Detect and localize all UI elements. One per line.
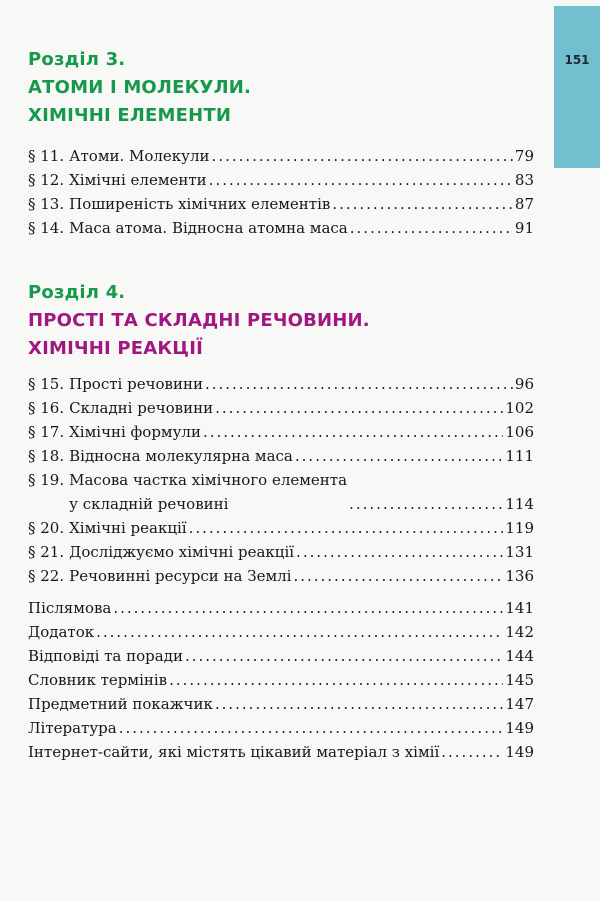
toc-entry-label-line-1: Масова частка хімічного елемента [69, 471, 348, 489]
toc-leader-dots [332, 192, 513, 216]
toc-entry-label: Література [28, 719, 117, 737]
toc-page-number: 114 [505, 495, 534, 513]
toc-entry-label: Хімічні елементи [69, 171, 207, 189]
toc-page-number: 131 [505, 543, 534, 561]
toc-entry-21[interactable] [28, 540, 534, 564]
toc-entry-label [69, 468, 347, 516]
toc-page-number: 142 [505, 623, 534, 641]
appendix-toc [28, 596, 534, 764]
toc-page-number: 141 [505, 599, 534, 617]
toc-leader-dots [349, 492, 503, 516]
section-4-header [28, 279, 533, 363]
toc-leader-dots [203, 420, 503, 444]
toc-leader-dots [96, 620, 503, 644]
toc-entry-label: Хімічні реакції [69, 519, 187, 537]
toc-paragraph-number: § 15. [28, 375, 65, 393]
section-3-title [28, 46, 533, 130]
toc-page-number: 83 [514, 171, 534, 189]
toc-leader-dots [169, 668, 503, 692]
toc-paragraph-number: § 18. [28, 447, 65, 465]
toc-leader-dots [189, 516, 504, 540]
toc-page-number: 102 [505, 399, 534, 417]
page-number: 151 [564, 53, 590, 67]
toc-paragraph-number: § 19. [28, 471, 65, 489]
toc-leader-dots [113, 596, 503, 620]
toc-entry-label: Словник термінів [28, 671, 168, 689]
toc-entry-label-line-2: у складній речовині [69, 495, 229, 513]
toc-entry-label: Досліджуємо хімічні реакції [69, 543, 295, 561]
toc-entry-label: Додаток [28, 623, 95, 641]
toc-page-number: 136 [505, 567, 534, 585]
toc-entry-answers[interactable] [28, 644, 534, 668]
toc-entry-16[interactable] [28, 396, 534, 420]
toc-entry-22[interactable] [28, 564, 534, 588]
section-3-toc [28, 144, 534, 240]
toc-page-number: 145 [505, 671, 534, 689]
section-4-title [28, 279, 533, 363]
toc-page-number: 91 [514, 219, 534, 237]
section-3-title-line-2: ХІМІЧНІ ЕЛЕМЕНТИ [28, 105, 232, 126]
toc-entry-label: Відносна молекулярна маса [69, 447, 293, 465]
toc-entry-supplement[interactable] [28, 620, 534, 644]
toc-leader-dots [209, 168, 513, 192]
toc-entry-websites[interactable] [28, 740, 534, 764]
toc-entry-label: Інтернет-сайти, які містять цікавий матеріал з хімії [28, 743, 440, 761]
toc-paragraph-number: § 14. [28, 219, 65, 237]
toc-entry-19[interactable] [28, 468, 534, 516]
section-4-title-line-2: ХІМІЧНІ РЕАКЦІЇ [28, 338, 203, 359]
toc-page-number: 96 [514, 375, 534, 393]
toc-leader-dots [205, 372, 513, 396]
toc-entry-glossary[interactable] [28, 668, 534, 692]
toc-paragraph-number: § 11. [28, 147, 65, 165]
toc-leader-dots [296, 540, 503, 564]
toc-entry-11[interactable] [28, 144, 534, 168]
toc-entry-12[interactable] [28, 168, 534, 192]
section-4-title-line-1: ПРОСТІ ТА СКЛАДНІ РЕЧОВИНИ. [28, 310, 370, 331]
toc-entry-15[interactable] [28, 372, 534, 396]
toc-entry-18[interactable] [28, 444, 534, 468]
toc-leader-dots [293, 564, 503, 588]
toc-leader-dots [119, 716, 504, 740]
toc-paragraph-number: § 20. [28, 519, 65, 537]
toc-entry-label: Атоми. Молекули [69, 147, 210, 165]
toc-leader-dots [350, 216, 513, 240]
toc-entry-14[interactable] [28, 216, 534, 240]
toc-paragraph-number: § 12. [28, 171, 65, 189]
toc-page-number: 87 [514, 195, 534, 213]
toc-leader-dots [441, 740, 503, 764]
toc-paragraph-number: § 21. [28, 543, 65, 561]
toc-leader-dots [215, 396, 503, 420]
toc-entry-label: Маса атома. Відносна атомна маса [69, 219, 348, 237]
section-3-title-line-1: АТОМИ І МОЛЕКУЛИ. [28, 77, 252, 98]
section-4-toc [28, 372, 534, 588]
toc-entry-17[interactable] [28, 420, 534, 444]
toc-entry-literature[interactable] [28, 716, 534, 740]
section-3-heading: Розділ 3. [28, 49, 126, 70]
toc-entry-index[interactable] [28, 692, 534, 716]
toc-paragraph-number: § 22. [28, 567, 65, 585]
toc-paragraph-number: § 17. [28, 423, 65, 441]
toc-entry-label: Післямова [28, 599, 112, 617]
toc-page-number: 106 [505, 423, 534, 441]
toc-entry-label: Предметний покажчик [28, 695, 213, 713]
toc-leader-dots [212, 144, 513, 168]
toc-entry-20[interactable] [28, 516, 534, 540]
toc-entry-label: Складні речовини [69, 399, 214, 417]
toc-entry-label: Речовинні ресурси на Землі [69, 567, 292, 585]
page-number-tab [554, 6, 600, 168]
toc-paragraph-number: § 13. [28, 195, 65, 213]
toc-page-number: 149 [505, 719, 534, 737]
toc-entry-afterword[interactable] [28, 596, 534, 620]
toc-leader-dots [215, 692, 504, 716]
toc-entry-label: Прості речовини [69, 375, 203, 393]
toc-page-number: 119 [505, 519, 534, 537]
section-3-header [28, 46, 533, 130]
toc-entry-label: Поширеність хімічних елементів [69, 195, 331, 213]
toc-leader-dots [185, 644, 503, 668]
toc-page-number: 149 [505, 743, 534, 761]
toc-paragraph-number: § 16. [28, 399, 65, 417]
toc-entry-13[interactable] [28, 192, 534, 216]
toc-entry-label: Відповіді та поради [28, 647, 183, 665]
toc-page-number: 111 [505, 447, 534, 465]
toc-leader-dots [295, 444, 503, 468]
section-4-heading: Розділ 4. [28, 282, 126, 303]
toc-page-number: 147 [505, 695, 534, 713]
toc-page-number: 79 [514, 147, 534, 165]
toc-entry-label: Хімічні формули [69, 423, 201, 441]
toc-page-number: 144 [505, 647, 534, 665]
